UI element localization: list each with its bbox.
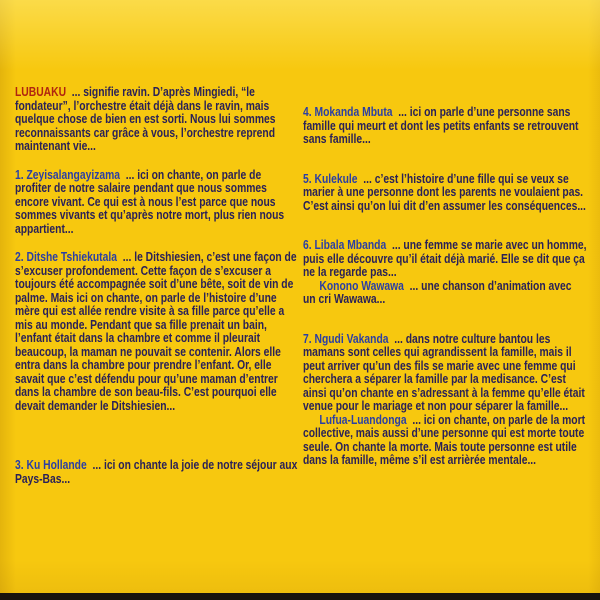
note-paragraph: [15, 169, 299, 237]
note-body: ici on chante, on parle de la mort collective, mais aussi d’une personne qui est morte toute seule. On chante la morte. Mais toute personne est utile dans la famille, même s’il est arrièrée mentale...: [303, 412, 586, 467]
ellipsis-separator: ...: [66, 85, 84, 99]
note-paragraph: [303, 106, 587, 147]
note-paragraph: [15, 459, 299, 486]
ellipsis-separator: ...: [116, 250, 135, 264]
left-column: [15, 86, 299, 486]
note-body: signifie ravin. D’après Mingiedi, “le fondateur”, l’orchestre était déjà dans le ravin, mais quelque chose de bien en est sorti. Nous lui sommes reconnaissants car grâce à vous, l’orchestre reprend maintenant vie...: [15, 85, 276, 153]
note-body: une femme se marie avec un homme, puis elle découvre qu’il était déjà marié. Elle se dit que ça ne la regarde pas...: [303, 238, 587, 279]
song-title: Konono Wawawa: [319, 278, 404, 293]
note-body: c’est l’histoire d’une fille qui se veux se marier à une personne dont les parents ne voulaient pas. C’est ainsi qu’on lui dit d’en assumer les conséquences...: [303, 171, 586, 213]
note-body: une chanson d’animation avec un cri Wawawa...: [303, 278, 572, 306]
ellipsis-separator: ...: [386, 238, 404, 252]
note-paragraph: [303, 333, 587, 414]
note-body: ici on parle d’une personne sans famille qui meurt et dont les petits enfants se retrouvent sans famille...: [303, 105, 579, 146]
song-title: Lufua-Luandonga: [319, 412, 407, 427]
note-paragraph: [303, 280, 587, 307]
song-title: 1. Zeyisalangayizama: [15, 167, 121, 182]
note-body: le Ditshiesien, c’est une façon de s’excuser profondement. Cette façon de s’excuser a toujours été accompagnée soit d’une bête, soit de vin de palme. Mais ici on chante, on parle de l’histoire d’une mère qui est allée rendre visite à sa fille parce qu’elle a mis au monde. Pendant que sa fille prenait un bain, l’enfant était dans la chambre et comme il pleurait beaucoup, la maman ne pouvait se contenir. Alors elle entra dans la chambre pour prendre l’enfant. Or, elle savait que c’est défendu pour qu’une maman d’entrer dans la chambre de son beau-fils. C’est pourquoi elle devait demander le Ditshiesien...: [15, 250, 297, 413]
ellipsis-separator: ...: [392, 105, 410, 119]
right-column: [303, 106, 587, 468]
note-paragraph: [303, 414, 587, 468]
note-paragraph: [303, 173, 587, 214]
note-paragraph: [303, 239, 587, 280]
song-title: 7. Ngudi Vakanda: [303, 331, 389, 346]
song-title: 3. Ku Hollande: [15, 458, 87, 472]
scan-bottom-edge: [0, 593, 600, 600]
note-paragraph: [15, 251, 299, 413]
song-title: 2. Ditshe Tshiekutala: [15, 250, 117, 264]
note-paragraph: [15, 86, 299, 154]
ellipsis-separator: ...: [86, 458, 104, 472]
song-title: 4. Mokanda Mbuta: [303, 105, 393, 119]
ellipsis-separator: ...: [403, 278, 422, 293]
note-body: dans notre culture bantou les mamans sont celles qui agrandissent la famille, mais il peut arriver qu’un des fils se marie avec une femme qui cherchera a séparer la famille par la medisance. C’est ainsi qu’on chante en s’adressant à la femme qu’elle était venue pour le mariage et non pour séparer la famille...: [303, 331, 585, 413]
ellipsis-separator: ...: [120, 167, 138, 182]
note-body: ici on chante la joie de notre séjour aux Pays-Bas...: [15, 458, 298, 486]
song-title: 6. Libala Mbanda: [303, 238, 387, 252]
song-title: 5. Kulekule: [303, 171, 358, 186]
ellipsis-separator: ...: [406, 412, 424, 427]
ellipsis-separator: ...: [357, 171, 375, 186]
song-title: LUBUAKU: [15, 85, 67, 99]
ellipsis-separator: ...: [388, 331, 406, 346]
note-body: ici on chante, on parle de profiter de notre salaire pendant que nous sommes encore vivant. Ce qui est à nous l’est parce que nous sommes vivants et qu’après notre mort, plus rien nous appartient...: [15, 167, 285, 236]
